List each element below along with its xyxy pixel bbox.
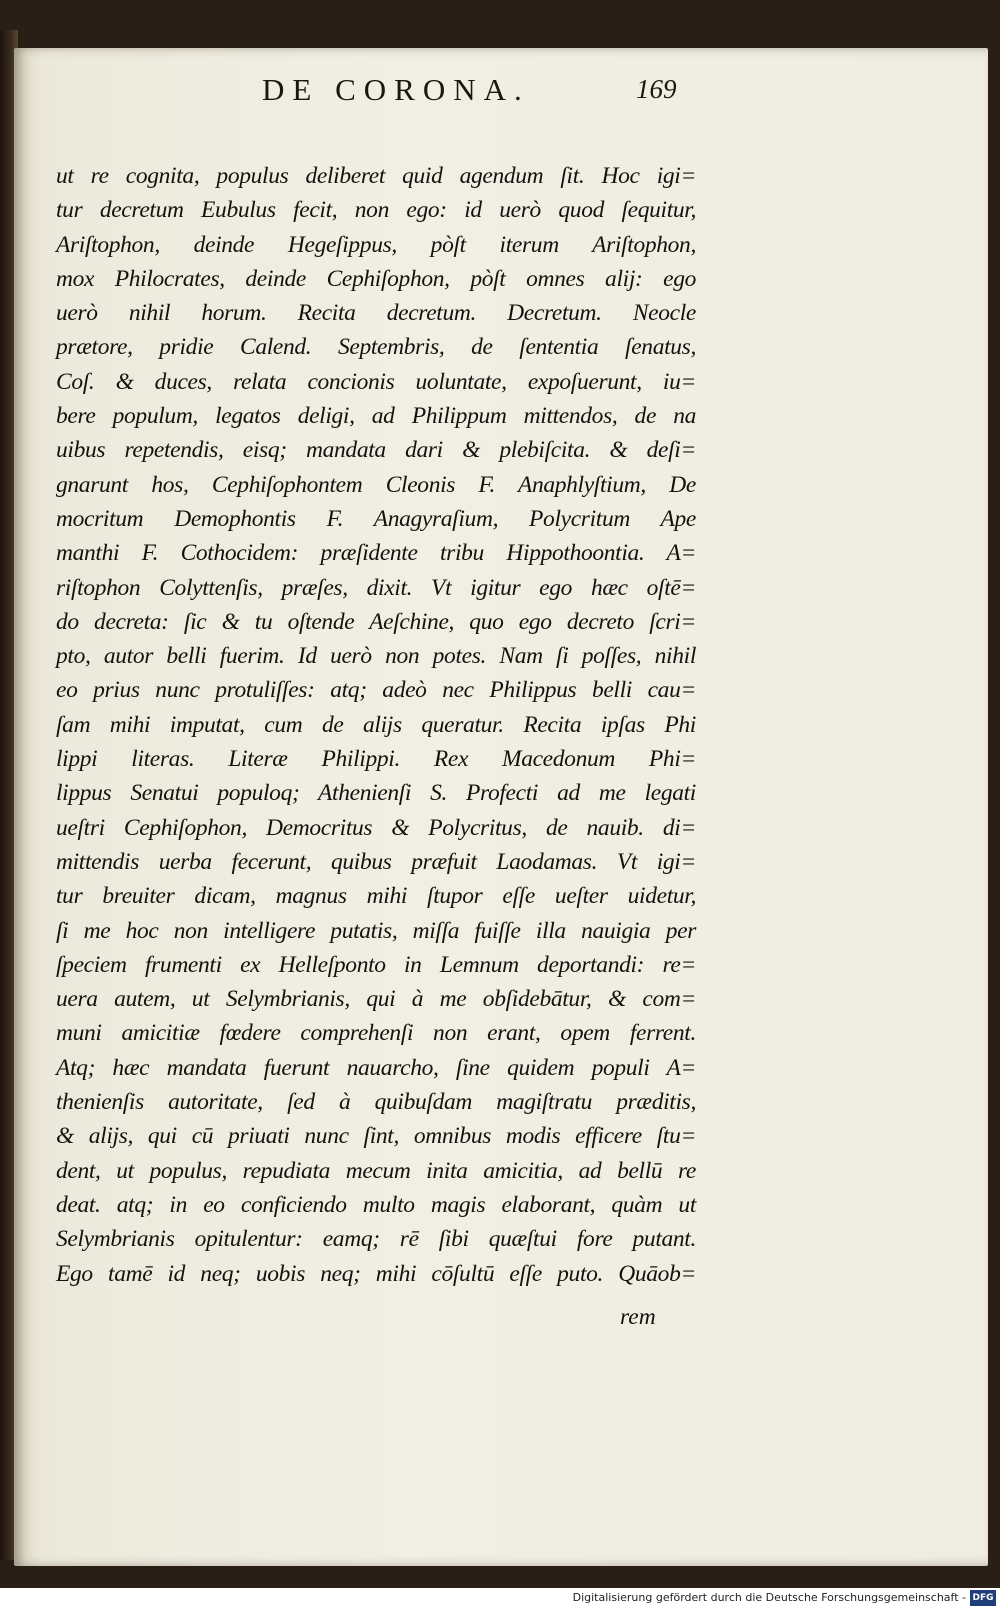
text-line: deat. atq; in eo conficiendo multo magis elaborant, quàm ut — [56, 1191, 696, 1218]
dfg-logo: DFG — [970, 1590, 996, 1606]
text-line: prætore, pridie Calend. Septembris, de ſententia ſenatus, — [56, 334, 696, 361]
text-line: eo prius nunc protuliſſes: atq; adeò nec Philippus belli cau= — [56, 677, 696, 704]
page-number: 169 — [636, 74, 677, 104]
text-line: manthi F. Cothocidem: præſidente tribu Hippothoontia. A= — [56, 540, 696, 567]
text-line: ut re cognita, populus deliberet quid agendum ſit. Hoc igi= — [56, 163, 696, 189]
text-line: mocritum Demophontis F. Anagyraſium, Polycritum Ape — [56, 505, 696, 532]
footer — [0, 1588, 1000, 1610]
text-line: ſam mihi imputat, cum de alijs queratur. Recita ipſas Phi — [56, 711, 696, 738]
text-line: mittendis uerba fecerunt, quibus præfuit Laodamas. Vt igi= — [56, 848, 696, 875]
text-line: riſtophon Colyttenſis, præſes, dixit. Vt igitur ego hæc oſtē= — [56, 574, 696, 601]
text-line: ſpeciem frumenti ex Helleſponto in Lemnum deportandi: re= — [56, 951, 696, 978]
text-line: bere populum, legatos deligi, ad Philippum mittendos, de na — [56, 403, 696, 430]
text-line: uera autem, ut Selymbrianis, qui à me obſidebātur, & com= — [56, 986, 696, 1013]
text-block — [56, 159, 696, 1291]
text-line: tur decretum Eubulus fecit, non ego: id uerò quod ſequitur, — [56, 197, 696, 224]
text-line: Atq; hæc mandata fuerunt nauarcho, ſine quidem populi A= — [56, 1054, 696, 1081]
text-line: muni amicitiæ fœdere comprehenſi non erant, opem ferrent. — [56, 1020, 696, 1047]
text-line: tur breuiter dicam, magnus mihi ſtupor eſſe ueſter uidetur, — [56, 883, 696, 910]
digitization-credit: Digitalisierung gefördert durch die Deutsche Forschungsgemeinschaft - — [572, 1591, 966, 1604]
text-line: Coſ. & duces, relata concionis uoluntate, expoſuerunt, iu= — [56, 368, 696, 395]
text-line: uerò nihil horum. Recita decretum. Decretum. Neocle — [56, 300, 696, 327]
text-line: Ego tamē id neq; uobis neq; mihi cōſultū eſſe puto. Quāob= — [56, 1260, 696, 1287]
text-line: pto, autor belli fuerim. Id uerò non potes. Nam ſi poſſes, nihil — [56, 643, 696, 670]
text-line: thenienſis autoritate, ſed à quibuſdam magiſtratu præditis, — [56, 1089, 696, 1116]
text-line: mox Philocrates, deinde Cephiſophon, pòſt omnes alij: ego — [56, 265, 696, 292]
text-line: lippus Senatui populoq; Athenienſi S. Profecti ad me legati — [56, 780, 696, 807]
catchword: rem — [620, 1304, 656, 1330]
text-line: dent, ut populus, repudiata mecum inita amicitia, ad bellū re — [56, 1157, 696, 1184]
text-line: ſi me hoc non intelligere putatis, miſſa fuiſſe illa nauigia per — [56, 917, 696, 944]
text-line: do decreta: ſic & tu oſtende Aeſchine, quo ego decreto ſcri= — [56, 608, 696, 635]
text-line: Selymbrianis opitulentur: eamq; rē ſibi quæſtui fore putant. — [56, 1226, 696, 1253]
text-line: Ariſtophon, deinde Hegeſippus, pòſt iterum Ariſtophon, — [56, 231, 696, 258]
text-line: gnarunt hos, Cephiſophontem Cleonis F. Anaphlyſtium, De — [56, 471, 696, 498]
text-line: lippi literas. Literæ Philippi. Rex Macedonum Phi= — [56, 746, 696, 773]
running-head: DE CORONA. — [262, 72, 530, 107]
text-line: & alijs, qui cū priuati nunc ſint, omnibus modis efficere ſtu= — [56, 1123, 696, 1150]
text-line: uibus repetendis, eisq; mandata dari & plebiſcita. & deſi= — [56, 437, 696, 464]
text-line: ueſtri Cephiſophon, Democritus & Polycritus, de nauib. di= — [56, 814, 696, 841]
page-header — [0, 72, 1000, 112]
